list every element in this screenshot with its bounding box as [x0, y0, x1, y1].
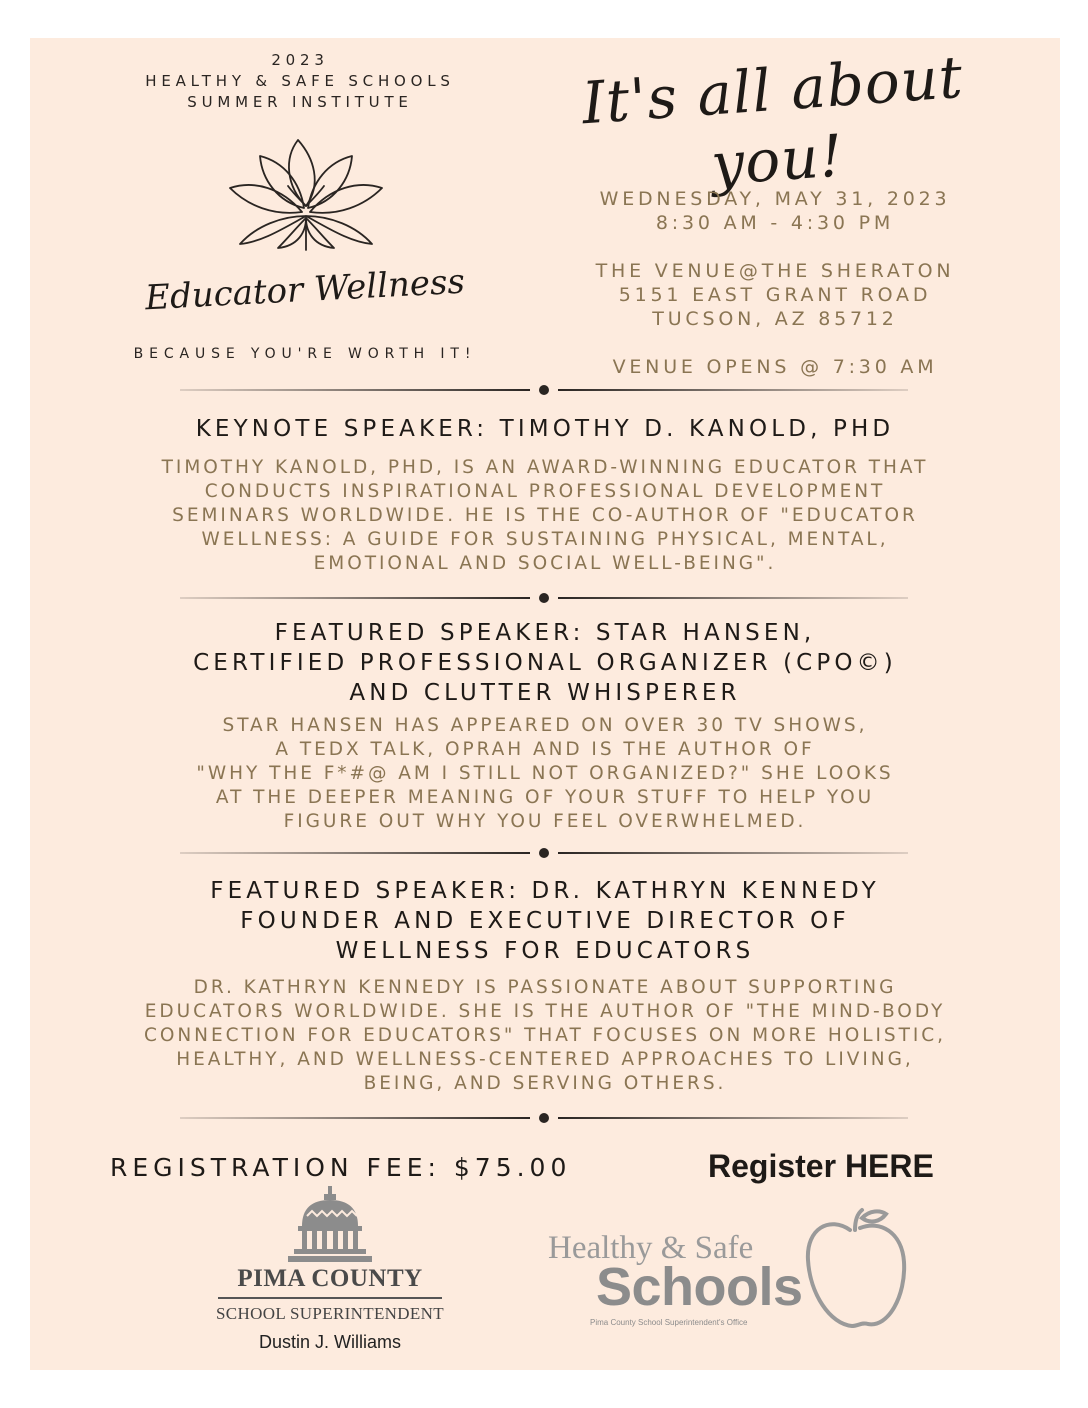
featured-speaker-kennedy-heading — [60, 876, 1030, 966]
pima-logo-rule — [218, 1297, 442, 1299]
bio-line: EDUCATORS WORLDWIDE. SHE IS THE AUTHOR OF "THE MIND-BODY — [144, 1001, 946, 1022]
register-link[interactable]: Register HERE — [708, 1148, 934, 1184]
bio-line: HEALTHY, AND WELLNESS-CENTERED APPROACHES TO LIVING, — [176, 1049, 914, 1070]
bio-line: A TEDX TALK, OPRAH AND IS THE AUTHOR OF — [275, 739, 815, 760]
venue-street: 5151 EAST GRANT ROAD — [618, 284, 932, 306]
heading-line: FEATURED SPEAKER: DR. KATHRYN KENNEDY — [210, 878, 880, 904]
venue-opens: VENUE OPENS @ 7:30 AM — [612, 356, 938, 378]
bio-line: "WHY THE F*#@ AM I STILL NOT ORGANIZED?" SHE LOOKS — [196, 763, 894, 784]
hs-logo-caption: Pima County School Superintendent's Office — [590, 1318, 748, 1327]
apple-outline-icon — [800, 1206, 910, 1336]
bio-line: WELLNESS: A GUIDE FOR SUSTAINING PHYSICAL, MENTAL, — [201, 529, 889, 550]
event-date: WEDNESDAY, MAY 31, 2023 — [599, 188, 951, 210]
script-title: It's all about you! — [579, 42, 966, 199]
bio-line: BEING, AND SERVING OTHERS. — [363, 1073, 727, 1094]
institute-line-1: HEALTHY & SAFE SCHOOLS — [145, 72, 455, 90]
institute-line-2: SUMMER INSTITUTE — [187, 93, 413, 111]
tagline: BECAUSE YOU'RE WORTH IT! — [133, 346, 477, 362]
healthy-safe-wordmark: Healthy & Safe — [548, 1230, 754, 1266]
heading-line: AND CLUTTER WHISPERER — [349, 680, 741, 706]
featured-speaker-hansen-bio — [60, 714, 1030, 834]
pima-county-name: PIMA COUNTY — [237, 1265, 423, 1292]
bio-line: AT THE DEEPER MEANING OF YOUR STUFF TO HELP YOU — [215, 787, 875, 808]
superintendent-name: Dustin J. Williams — [258, 1332, 401, 1352]
bio-line: CONNECTION FOR EDUCATORS" THAT FOCUSES ON MORE HOLISTIC, — [143, 1025, 947, 1046]
heading-line: FOUNDER AND EXECUTIVE DIRECTOR OF — [240, 908, 850, 934]
bio-line: CONDUCTS INSPIRATIONAL PROFESSIONAL DEVELOPMENT — [204, 481, 886, 502]
institute-year: 2023 — [271, 51, 329, 69]
bio-line: TIMOTHY KANOLD, PHD, IS AN AWARD-WINNING EDUCATOR THAT — [161, 457, 929, 478]
bio-line: STAR HANSEN HAS APPEARED ON OVER 30 TV SHOWS, — [222, 715, 868, 736]
keynote-bio — [60, 456, 1030, 576]
event-time: 8:30 AM - 4:30 PM — [655, 212, 895, 234]
heading-line: CERTIFIED PROFESSIONAL ORGANIZER (CPO©) — [193, 650, 897, 676]
heading-line: FEATURED SPEAKER: STAR HANSEN, — [274, 620, 816, 646]
featured-speaker-kennedy-bio — [60, 976, 1030, 1096]
pima-county-subtitle: SCHOOL SUPERINTENDENT — [216, 1304, 444, 1323]
educator-wellness-script: Educator Wellness — [144, 261, 466, 319]
divider — [180, 591, 908, 605]
heading-line: KEYNOTE SPEAKER: TIMOTHY D. KANOLD, PHD — [195, 416, 895, 442]
venue-city: TUCSON, AZ 85712 — [652, 308, 898, 330]
venue-name: THE VENUE@THE SHERATON — [595, 260, 955, 282]
divider — [180, 846, 908, 860]
bio-line: EMOTIONAL AND SOCIAL WELL-BEING". — [313, 553, 777, 574]
event-datetime — [560, 187, 990, 235]
bio-line: SEMINARS WORLDWIDE. HE IS THE CO-AUTHOR OF "EDUCATOR — [172, 505, 918, 526]
bio-line: DR. KATHRYN KENNEDY IS PASSIONATE ABOUT SUPPORTING — [193, 977, 897, 998]
registration-fee: REGISTRATION FEE: $75.00 — [110, 1153, 572, 1182]
institute-title — [70, 50, 530, 113]
divider — [180, 1111, 908, 1125]
event-venue — [560, 259, 990, 331]
keynote-heading — [60, 414, 1030, 444]
featured-speaker-hansen-heading — [60, 618, 1030, 708]
divider — [180, 383, 908, 397]
schools-wordmark: Schools — [596, 1257, 803, 1317]
lotus-flower-icon — [226, 136, 386, 252]
bio-line: FIGURE OUT WHY YOU FEEL OVERWHELMED. — [283, 811, 807, 832]
capitol-dome-icon — [280, 1186, 380, 1266]
heading-line: WELLNESS FOR EDUCATORS — [335, 938, 755, 964]
